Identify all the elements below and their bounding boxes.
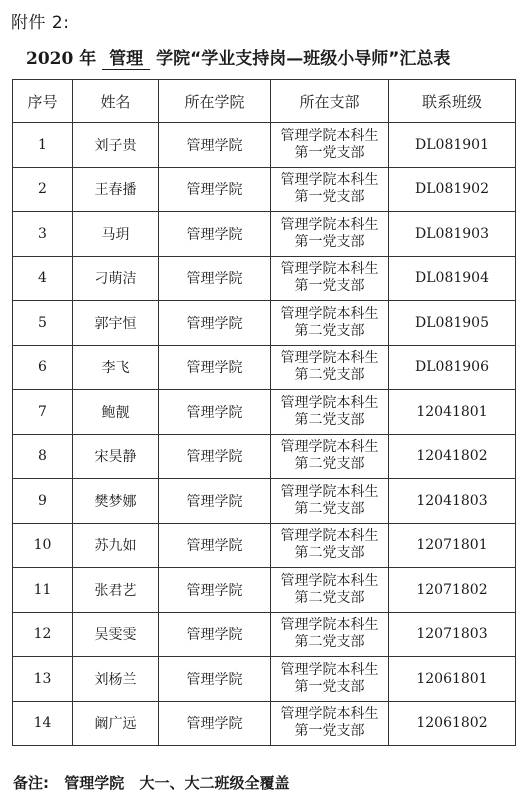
- cell-class: 12041802: [389, 434, 516, 479]
- table-row: [13, 345, 516, 390]
- cell-class: DL081904: [389, 256, 516, 301]
- cell-name: 马玥: [73, 212, 159, 257]
- cell-no: 14: [13, 701, 73, 746]
- cell-name: 王春播: [73, 167, 159, 212]
- branch-line-2: 第一党支部: [294, 678, 365, 695]
- branch-line-1: 管理学院本科生: [280, 172, 379, 189]
- cell-name: 刁萌洁: [73, 256, 159, 301]
- title-rest: 学院“学业支持岗—班级小导师”汇总表: [156, 49, 451, 69]
- cell-college: 管理学院: [159, 657, 271, 702]
- cell-no: 13: [13, 657, 73, 702]
- cell-branch: [271, 657, 389, 702]
- cell-branch: [271, 256, 389, 301]
- title-college-blank: 管理: [102, 50, 150, 70]
- cell-no: 2: [13, 167, 73, 212]
- cell-branch: [271, 434, 389, 479]
- cell-branch: [271, 479, 389, 524]
- cell-branch: [271, 523, 389, 568]
- footnote: [13, 772, 300, 793]
- cell-class: 12061802: [389, 701, 516, 746]
- branch-line-2: 第二党支部: [294, 545, 365, 562]
- column-header-class: 联系班级: [389, 80, 516, 123]
- table-row: [13, 568, 516, 613]
- cell-class: DL081906: [389, 345, 516, 390]
- cell-branch: [271, 568, 389, 613]
- cell-college: 管理学院: [159, 568, 271, 613]
- cell-no: 8: [13, 434, 73, 479]
- cell-college: 管理学院: [159, 256, 271, 301]
- cell-branch: [271, 167, 389, 212]
- branch-line-1: 管理学院本科生: [280, 216, 379, 233]
- cell-class: 12071803: [389, 612, 516, 657]
- cell-class: 12041803: [389, 479, 516, 524]
- branch-line-2: 第二党支部: [294, 634, 365, 651]
- cell-branch: [271, 123, 389, 168]
- cell-class: 12071801: [389, 523, 516, 568]
- cell-class: DL081902: [389, 167, 516, 212]
- cell-college: 管理学院: [159, 212, 271, 257]
- table-row: [13, 612, 516, 657]
- cell-name: 宋昊静: [73, 434, 159, 479]
- branch-line-2: 第二党支部: [294, 589, 365, 606]
- table-row: [13, 301, 516, 346]
- branch-line-1: 管理学院本科生: [280, 661, 379, 678]
- branch-line-2: 第一党支部: [294, 278, 365, 295]
- cell-branch: [271, 390, 389, 435]
- table-row: [13, 123, 516, 168]
- cell-branch: [271, 301, 389, 346]
- cell-no: 1: [13, 123, 73, 168]
- branch-line-2: 第二党支部: [294, 456, 365, 473]
- branch-line-1: 管理学院本科生: [280, 572, 379, 589]
- cell-name: 阚广远: [73, 701, 159, 746]
- cell-name: 张君艺: [73, 568, 159, 613]
- cell-college: 管理学院: [159, 345, 271, 390]
- cell-college: 管理学院: [159, 434, 271, 479]
- table-row: [13, 479, 516, 524]
- branch-line-2: 第二党支部: [294, 367, 365, 384]
- cell-college: 管理学院: [159, 612, 271, 657]
- column-header-no: 序号: [13, 80, 73, 123]
- column-header-college: 所在学院: [159, 80, 271, 123]
- cell-no: 7: [13, 390, 73, 435]
- cell-name: 吴雯雯: [73, 612, 159, 657]
- table-header-row: [13, 80, 516, 123]
- cell-branch: [271, 612, 389, 657]
- title-year: 2020 年: [26, 49, 97, 69]
- cell-class: 12061801: [389, 657, 516, 702]
- attachment-label: 附件 2:: [11, 13, 70, 33]
- page-title: [26, 44, 524, 70]
- branch-line-1: 管理学院本科生: [280, 261, 379, 278]
- cell-class: DL081903: [389, 212, 516, 257]
- column-header-branch: 所在支部: [271, 80, 389, 123]
- cell-name: 李飞: [73, 345, 159, 390]
- summary-table: [12, 79, 516, 746]
- branch-line-1: 管理学院本科生: [280, 127, 379, 144]
- cell-no: 12: [13, 612, 73, 657]
- cell-no: 9: [13, 479, 73, 524]
- cell-no: 3: [13, 212, 73, 257]
- cell-name: 鲍靓: [73, 390, 159, 435]
- cell-college: 管理学院: [159, 301, 271, 346]
- branch-line-2: 第二党支部: [294, 500, 365, 517]
- branch-line-1: 管理学院本科生: [280, 528, 379, 545]
- cell-no: 11: [13, 568, 73, 613]
- branch-line-1: 管理学院本科生: [280, 706, 379, 723]
- table-row: [13, 167, 516, 212]
- branch-line-2: 第二党支部: [294, 411, 365, 428]
- cell-class: 12041801: [389, 390, 516, 435]
- cell-college: 管理学院: [159, 390, 271, 435]
- branch-line-2: 第二党支部: [294, 322, 365, 339]
- branch-line-2: 第一党支部: [294, 233, 365, 250]
- column-header-name: 姓名: [73, 80, 159, 123]
- cell-name: 苏九如: [73, 523, 159, 568]
- cell-college: 管理学院: [159, 167, 271, 212]
- cell-no: 5: [13, 301, 73, 346]
- table-row: [13, 701, 516, 746]
- cell-class: DL081901: [389, 123, 516, 168]
- cell-branch: [271, 212, 389, 257]
- cell-college: 管理学院: [159, 123, 271, 168]
- cell-name: 刘子贵: [73, 123, 159, 168]
- table-row: [13, 390, 516, 435]
- table-row: [13, 657, 516, 702]
- cell-college: 管理学院: [159, 701, 271, 746]
- branch-line-1: 管理学院本科生: [280, 617, 379, 634]
- footnote-coverage: 大一、大二班级全覆盖: [139, 774, 290, 792]
- cell-class: 12071802: [389, 568, 516, 613]
- table-row: [13, 523, 516, 568]
- branch-line-2: 第一党支部: [294, 189, 365, 206]
- cell-name: 樊梦娜: [73, 479, 159, 524]
- cell-no: 4: [13, 256, 73, 301]
- cell-no: 6: [13, 345, 73, 390]
- footnote-college: 管理学院: [64, 774, 125, 792]
- branch-line-1: 管理学院本科生: [280, 483, 379, 500]
- cell-college: 管理学院: [159, 523, 271, 568]
- cell-class: DL081905: [389, 301, 516, 346]
- branch-line-2: 第一党支部: [294, 723, 365, 740]
- cell-no: 10: [13, 523, 73, 568]
- branch-line-1: 管理学院本科生: [280, 394, 379, 411]
- branch-line-2: 第一党支部: [294, 144, 365, 161]
- cell-branch: [271, 345, 389, 390]
- table-body: [13, 123, 516, 746]
- cell-college: 管理学院: [159, 479, 271, 524]
- table-row: [13, 212, 516, 257]
- footnote-label: 备注:: [13, 774, 49, 792]
- table-row: [13, 434, 516, 479]
- cell-name: 郭宇恒: [73, 301, 159, 346]
- branch-line-1: 管理学院本科生: [280, 439, 379, 456]
- cell-branch: [271, 701, 389, 746]
- branch-line-1: 管理学院本科生: [280, 350, 379, 367]
- cell-name: 刘杨兰: [73, 657, 159, 702]
- table-row: [13, 256, 516, 301]
- branch-line-1: 管理学院本科生: [280, 305, 379, 322]
